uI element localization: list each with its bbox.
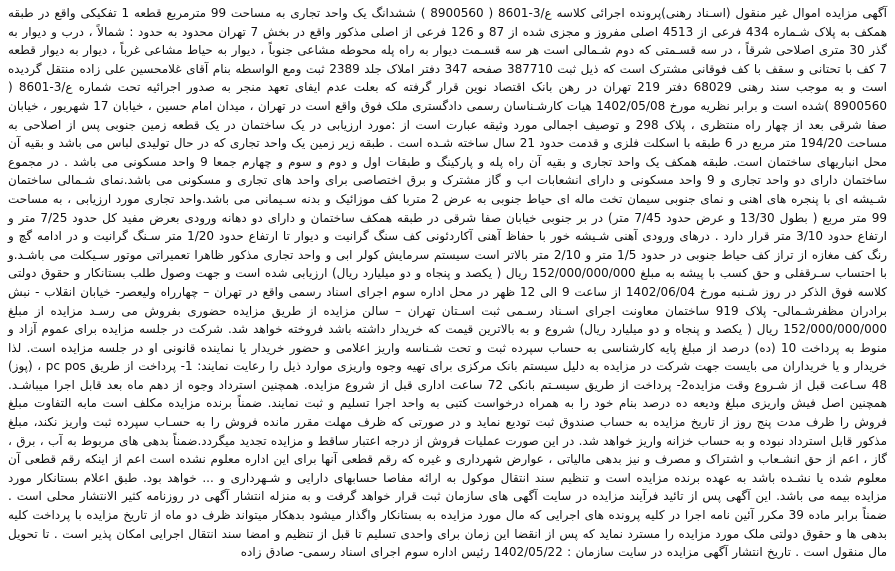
auction-notice-text: آگهی مزایده اموال غیر منقول (اسـناد رهنی)پرونده اجرائی کلاسه ع/3-8601 ( 8900560 ) ششدانگ یک واحد تجاری به مساحت 99 مترمربع قطعه 1 تفکیکی واقع در طبقه همکف به پلاک شـماره 434 فرعی از 4513 اصلی مفروز و مجزی شده از 87 و 126 فرعی از اصلی مذکور واقع در بخش 7 تهران محدود به حدود : شمالاً ، درب و دیوار به گذر 30 متری اصلاحی شرقاً ، در سه قسـمتی که دوم شـمالی است هر سه قسـمت دیوار به راه پله محوطه مشاعی جنوباً ، دیوار به حیاط مشاعی غرباً ، دیوار به دیوار قطعه 7 کف با تحتانی و سقف با کف فوقانی مشترک است که ذیل ثبت 387710 صفحه 347 دفتر املاک جلد 2389 ثبت ومع الواسطه بنام آقای غلامحسین علی زاده منتقل گردیده است و به موجب سند رهنی 68029 دفتر 219 تهران در رهن بانک اقتصاد نوین قرار گرفته که بعلت عدم ایفای تعهد منجر به صدور اجرائیه تحت شماره ع/3-8601 ( 8900560 )شده است و برابر نظریه مورخ 1402/05/08 هیات کارشـناسان رسمی دادگستری ملک فوق واقع است در تهران ، میدان امام حسین ، خیابان 17 شهریور ، خیابان صفا شرقی بعد از چهار راه منتظری ، پلاک 298 و توصیف اجمالی مورد وثیقه عبارت است از :مورد ارزیابی در یک ساختمان در یک قطعه زمین جنوبی پس از اصلاحی به مساحت 194/20 متر مربع در 6 طبقه با اسکلت فلزی و قدمت حدود 21 سال ساخته شـده است . طبقه زیر زمین یک واحد تجاری که در حال تولیدی لباس می باشد و بقیه آن محل انباریهای ساختمان است. طبقه همکف یک واحد تجاری و بقیه آن راه پله و پارکینگ و طبقات اول و دوم و سوم و چهارم جمعا 9 واحد مسکونی می باشد . در مجموع ساختمان دارای دو واحد تجاری و 9 واحد مسکونی و دارای انشعابات اب و گاز مشترک و برق اختصاصی برای واحد های تجاری و مسکونی می باشد.نمای شـمالی ساختمان شـیشه ای با پنجره های اهنی و نمای جنوبی سیمان تخت ماله ای حیاط جنوبی به عرض 2 متربا کف موزائیک و بدنه سـیمانی می باشد.واحد تجاری مورد ارزیابی ، به مساحت 99 متر مربع ( بطول 13/30 و عرض حدود 7/45 متر) در بر جنوبی خیابان صفا شرقی در طبقه همکف ساختمان و دارای دو دهانه ورودی بعرض مفید کل حدود 7/25 متر و ارتفاع حدود 3/10 متر قرار دارد . درهای ورودی آهنی شـیشه خور با حفاظ آهنی آکاردئونی کف سنگ گرانیت و دیوار تا ارتفاع حدود 1/20 متر سـنگ گرانیت و در ادامه گچ و رنگ کف مغازه از تراز کف حیاط جنوبی در حدود 1/5 متر و 2/10 متر بالاتر است سیستم سرمایش کولر ابی و واحد تجاری مذکور ظاهرا تعمیراتی موتور سـیکلت می باشـد.و با احتساب سـرقفلی و حق کسب با پیشه به مبلغ 152/000/000/000 ریال ( یکصد و پنجاه و دو میلیارد ریال) ارزیابی شده است و جهت وصول طلب بستانکار و حقوق دولتی کلاسه فوق الذکر در روز شـنبه مورخ 1402/06/04 از ساعت 9 الی 12 ظهر در محل اداره سوم اجرای اسناد رسمی واقع در تهران – چهارراه ولیعصر- خیابان انقلاب - نبش برادران مظفرشـمالی- پلاک 919 ساختمان معاونت اجرای اسـناد رسـمی ثبت اسـتان تهران – سالن مزایده از طریق مزایده حضوری بفروش می رسـد مزایده از مبلغ 152/000/000/000 ریال ( یکصد و پنجاه و دو میلیارد ریال) شروع و به بالاترین قیمت که خریدار داشته باشد فروخته خواهد شد. شرکت در جلسه مزایده برای عموم آزاد و منوط به پرداخت 10 (ده) درصد از مبلغ پایه کارشناسی به حساب سپرده ثبت و تحت شـناسه واریز اعلامی و حضور خریدار یا نماینده قانونی او در جلسه مزایده است. لذا خریدار و یا خریداران می بایست جهت شرکت در مزایده به دلیل سیستم بانک مرکزی برای تهیه وجوه واریزی موارد ذیل را رعایت نمایند: 1- پرداخت از طریق pc pos ، (پوز) 48 سـاعت قبل از شـروع وقت مزایده2- پرداخت از طریق سیسـتم بانکی 72 ساعت اداری قبل از شروع مزایده. همچنین استرداد وجوه از دهم ماه بعد قابل اجرا میباشـد. همچنین اصل فیش واریزی مبلغ ودیعه ده درصد بنام خود را به همراه درخواست کتبی به واحد اجرا تسلیم و ثبت نمایند. ضمناً برنده مزایده مکلف است مابه التفاوت مبلغ فروش را ظرف مدت پنج روز از تاریخ مزایده به حساب صندوق ثبت تودیع نماید و در صورتی که ظرف مهلت مقرر مانده فروش را به حسـاب سپرده ثبت واریز نکند، مبلغ مذکور قابل استرداد نبوده و به حساب خزانه واریز خواهد شد. در این صورت عملیات فروش از درجه اعتبار ساقط و مزایده تجدید میگردد.ضمناً بدهی های مربوط به آب ، برق ، گاز ، اعم از حق انشـعاب و اشتراک و مصرف و نیز بدهی مالیاتی ، عوارض شهرداری و غیره که رقم قطعی آنها برای این اداره معلوم نشده است اعم از اینکه رقم قطعی آن معلوم شده یا نشـده باشد به عهده برنده مزایده است و تنظیم سند انتقال موکول به ارائه مفاصا حسابهای دارایی و شـهرداری و ... خواهد بود. طبق اعلام بستانکار مورد مزایده بیمه می باشد. این آگهی پس از تائید فرآیند مزایده در سایت آگهی های سازمان ثبت قرار خواهد گرفت و به منزله انتشار آگهی در روزنامه کثیر الانتشار محلی است . ضمناً برابر ماده 39 مکرر آئین نامه اجرا در کلیه پرونده های اجرایی که مال مورد مزایده به بستانکار واگذار میشود بدهکار میتواند ظرف دو ماه از تاریخ مزایده با پرداخت کلیه بدهی ها و حقوق دولتی ملک مورد مزایده را مسترد نماید که پس از انقضا این زمان برای واحدی تسلیم تا قبل از تنظیم و امضا سند انتقال اجرایی امکان پذیر است . تا تحویل مال منقول است . تاریخ انتشار آگهی مزایده در سایت سازمان : 1402/05/22 رئیس اداره سوم اجرای اسناد رسمی- صادق زاده [8, 6, 888, 560]
